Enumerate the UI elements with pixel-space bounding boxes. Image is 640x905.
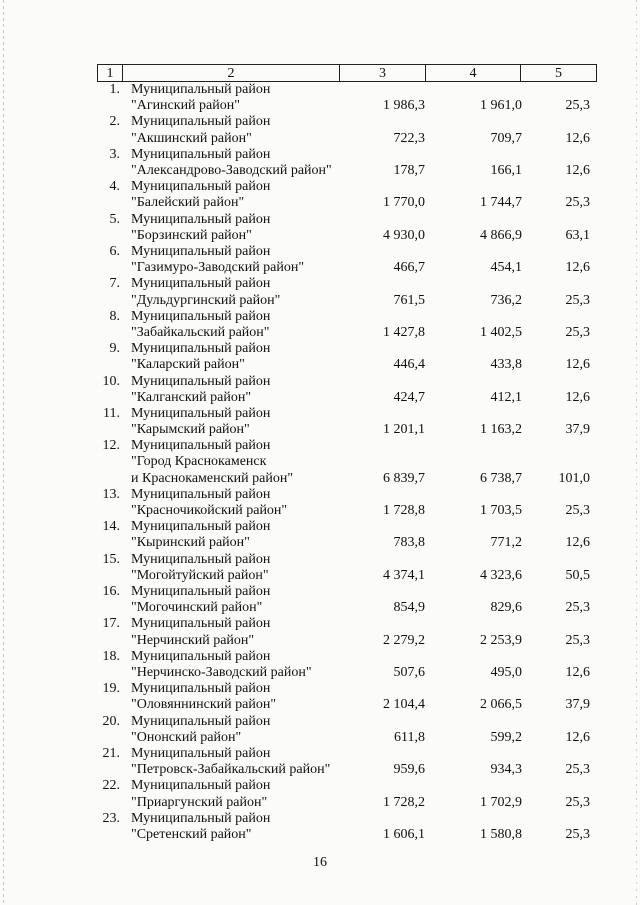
table-row: [97, 487, 596, 519]
column-header-2: 2: [123, 65, 340, 82]
district-name-line: "Карымский район": [131, 422, 250, 438]
row-number: 19.: [102, 681, 120, 697]
value-col-3: 178,7: [393, 162, 425, 178]
district-name: [131, 276, 346, 308]
district-name-line: и Краснокаменский район": [131, 470, 294, 486]
table-row: [97, 649, 596, 681]
value-col-3: 4 930,0: [383, 227, 425, 243]
district-name-line: "Могочинский район": [131, 600, 263, 616]
value-col-5: 25,3: [565, 324, 590, 340]
value-col-5: 25,3: [565, 195, 590, 211]
district-name: [131, 616, 346, 648]
table-row: [97, 244, 596, 276]
row-number: 15.: [102, 551, 120, 567]
value-col-4: 1 961,0: [480, 98, 522, 114]
value-col-3: 466,7: [393, 260, 425, 276]
district-name-line: Муниципальный район: [131, 179, 271, 195]
table-row: [97, 114, 596, 146]
value-col-5: 25,3: [565, 98, 590, 114]
row-number: 3.: [109, 146, 120, 162]
district-name: [131, 552, 346, 584]
table-row: [97, 746, 596, 778]
row-number: 13.: [102, 486, 120, 502]
district-name: [131, 212, 346, 244]
district-name-line: Муниципальный район: [131, 778, 271, 794]
value-col-3: 424,7: [393, 389, 425, 405]
value-col-5: 12,6: [565, 389, 590, 405]
value-col-4: 709,7: [490, 130, 522, 146]
district-name-line: "Забайкальский район": [131, 324, 270, 340]
district-name: [131, 519, 346, 551]
district-name-line: Муниципальный район: [131, 746, 271, 762]
district-name-line: "Борзинский район": [131, 227, 252, 243]
value-col-3: 1 606,1: [383, 826, 425, 842]
value-col-4: 412,1: [490, 389, 522, 405]
value-col-5: 50,5: [565, 567, 590, 583]
district-name: [131, 778, 346, 810]
district-name: [131, 406, 346, 438]
value-col-3: 1 728,8: [383, 503, 425, 519]
value-col-3: 2 104,4: [383, 697, 425, 713]
value-col-4: 1 580,8: [480, 826, 522, 842]
row-number: 23.: [102, 810, 120, 826]
district-name-line: "Дульдургинский район": [131, 292, 281, 308]
district-name-line: Муниципальный район: [131, 405, 271, 421]
table-row: [97, 714, 596, 746]
district-name-line: Муниципальный район: [131, 681, 271, 697]
value-col-5: 101,0: [558, 470, 590, 486]
district-name-line: Муниципальный район: [131, 114, 271, 130]
value-col-5: 25,3: [565, 600, 590, 616]
value-col-5: 25,3: [565, 503, 590, 519]
value-col-3: 854,9: [393, 600, 425, 616]
row-number: 14.: [102, 519, 120, 535]
district-name-line: "Акшинский район": [131, 130, 252, 146]
district-name-line: Муниципальный район: [131, 82, 271, 97]
district-name-line: Муниципальный район: [131, 551, 271, 567]
value-col-3: 2 279,2: [383, 632, 425, 648]
district-name-line: Муниципальный район: [131, 308, 271, 324]
page-edge-right: [636, 0, 637, 905]
district-name: [131, 714, 346, 746]
value-col-4: 934,3: [490, 762, 522, 778]
district-name-line: "Ононский район": [131, 729, 242, 745]
district-name: [131, 147, 346, 179]
row-number: 18.: [102, 648, 120, 664]
district-name-line: Муниципальный район: [131, 341, 271, 357]
table-row: [97, 778, 596, 810]
value-col-4: 6 738,7: [480, 470, 522, 486]
value-col-4: 4 323,6: [480, 567, 522, 583]
value-col-5: 25,3: [565, 292, 590, 308]
district-name: [131, 374, 346, 406]
value-col-4: 454,1: [490, 260, 522, 276]
value-col-5: 12,6: [565, 260, 590, 276]
value-col-5: 37,9: [565, 697, 590, 713]
value-col-4: 2 066,5: [480, 697, 522, 713]
row-number: 11.: [103, 405, 120, 421]
table-row: [97, 519, 596, 551]
district-name-line: Муниципальный район: [131, 584, 271, 600]
district-name-line: "Калганский район": [131, 389, 252, 405]
value-col-3: 959,6: [393, 762, 425, 778]
column-header-table: [97, 64, 597, 82]
value-col-3: 1 770,0: [383, 195, 425, 211]
district-name-line: "Петровск-Забайкальский район": [131, 762, 331, 778]
row-number: 4.: [109, 179, 120, 195]
row-number: 20.: [102, 713, 120, 729]
district-name-line: Муниципальный район: [131, 810, 271, 826]
value-col-4: 1 703,5: [480, 503, 522, 519]
district-name-line: Муниципальный район: [131, 211, 271, 227]
table-row: [97, 681, 596, 713]
value-col-5: 25,3: [565, 632, 590, 648]
district-name: [131, 438, 346, 487]
value-col-5: 12,6: [565, 535, 590, 551]
row-number: 2.: [109, 114, 120, 130]
row-number: 22.: [102, 778, 120, 794]
row-number: 17.: [102, 616, 120, 632]
value-col-4: 736,2: [490, 292, 522, 308]
district-name-line: "Нерчинский район": [131, 632, 255, 648]
district-name-line: "Оловяннинский район": [131, 697, 277, 713]
table-row: [97, 811, 596, 843]
table-row: [97, 584, 596, 616]
value-col-3: 761,5: [393, 292, 425, 308]
value-col-3: 1 986,3: [383, 98, 425, 114]
value-col-3: 446,4: [393, 357, 425, 373]
district-name-line: Муниципальный район: [131, 438, 271, 454]
district-name-line: "Красночикойский район": [131, 503, 288, 519]
value-col-4: 1 744,7: [480, 195, 522, 211]
value-col-5: 25,3: [565, 762, 590, 778]
value-col-4: 1 163,2: [480, 422, 522, 438]
value-col-4: 4 866,9: [480, 227, 522, 243]
table-row: [97, 309, 596, 341]
column-header-1: 1: [98, 65, 123, 82]
value-col-4: 1 702,9: [480, 794, 522, 810]
value-col-5: 12,6: [565, 357, 590, 373]
district-name-line: Муниципальный район: [131, 616, 271, 632]
table-row: [97, 82, 596, 114]
table-row: [97, 552, 596, 584]
value-col-4: 495,0: [490, 665, 522, 681]
value-col-4: 166,1: [490, 162, 522, 178]
value-col-5: 25,3: [565, 826, 590, 842]
value-col-4: 1 402,5: [480, 324, 522, 340]
value-col-5: 12,6: [565, 162, 590, 178]
value-col-5: 25,3: [565, 794, 590, 810]
row-number: 16.: [102, 584, 120, 600]
table-row: [97, 147, 596, 179]
value-col-3: 722,3: [393, 130, 425, 146]
value-col-3: 507,6: [393, 665, 425, 681]
column-header-row: [98, 65, 597, 82]
district-name-line: Муниципальный район: [131, 276, 271, 292]
row-number: 21.: [102, 746, 120, 762]
table-row: [97, 374, 596, 406]
value-col-3: 783,8: [393, 535, 425, 551]
table-row: [97, 341, 596, 373]
district-name-line: Муниципальный район: [131, 146, 271, 162]
district-name-line: "Кыринский район": [131, 535, 250, 551]
value-col-3: 1 728,2: [383, 794, 425, 810]
district-name-line: Муниципальный район: [131, 713, 271, 729]
district-name-line: Муниципальный район: [131, 519, 271, 535]
table-row: [97, 276, 596, 308]
district-name: [131, 811, 346, 843]
district-name-line: "Приаргунский район": [131, 794, 268, 810]
district-name-line: "Каларский район": [131, 357, 245, 373]
value-col-4: 2 253,9: [480, 632, 522, 648]
row-number: 6.: [109, 243, 120, 259]
district-name: [131, 114, 346, 146]
value-col-5: 12,6: [565, 665, 590, 681]
value-col-3: 4 374,1: [383, 567, 425, 583]
column-header-4: 4: [426, 65, 521, 82]
row-number: 8.: [109, 308, 120, 324]
district-name: [131, 82, 346, 114]
value-col-3: 611,8: [394, 729, 425, 745]
district-name: [131, 584, 346, 616]
value-col-4: 433,8: [490, 357, 522, 373]
row-number: 10.: [102, 373, 120, 389]
value-col-3: 6 839,7: [383, 470, 425, 486]
row-number: 5.: [109, 211, 120, 227]
value-col-5: 12,6: [565, 729, 590, 745]
row-number: 1.: [109, 82, 120, 97]
district-name: [131, 244, 346, 276]
value-col-3: 1 201,1: [383, 422, 425, 438]
district-name-line: "Нерчинско-Заводский район": [131, 665, 312, 681]
district-name: [131, 341, 346, 373]
district-name: [131, 309, 346, 341]
table-row: [97, 616, 596, 648]
district-name-line: Муниципальный район: [131, 648, 271, 664]
value-col-5: 63,1: [565, 227, 590, 243]
district-name: [131, 681, 346, 713]
district-name-line: Муниципальный район: [131, 486, 271, 502]
district-name: [131, 487, 346, 519]
value-col-4: 829,6: [490, 600, 522, 616]
table-row: [97, 438, 596, 487]
district-name-line: Муниципальный район: [131, 243, 271, 259]
district-name-line: "Город Краснокаменск: [131, 454, 267, 470]
row-number: 7.: [109, 276, 120, 292]
district-name-line: "Александрово-Заводский район": [131, 162, 332, 178]
table-row: [97, 179, 596, 211]
district-name-line: "Балейский район": [131, 195, 245, 211]
value-col-3: 1 427,8: [383, 324, 425, 340]
value-col-4: 599,2: [490, 729, 522, 745]
district-name-line: Муниципальный район: [131, 373, 271, 389]
table-row: [97, 406, 596, 438]
row-number: 9.: [109, 341, 120, 357]
district-name: [131, 179, 346, 211]
row-number: 12.: [102, 438, 120, 454]
district-name-line: "Могойтуйский район": [131, 567, 269, 583]
value-col-5: 12,6: [565, 130, 590, 146]
column-header-5: 5: [521, 65, 597, 82]
district-name-line: "Сретенский район": [131, 826, 252, 842]
page-edge-left: [3, 0, 4, 905]
column-header-3: 3: [340, 65, 426, 82]
district-name-line: "Газимуро-Заводский район": [131, 260, 305, 276]
district-name: [131, 746, 346, 778]
table-body: [97, 82, 596, 843]
value-col-4: 771,2: [490, 535, 522, 551]
district-name-line: "Агинский район": [131, 98, 240, 114]
table-row: [97, 212, 596, 244]
value-col-5: 37,9: [565, 422, 590, 438]
page-number: 16: [313, 855, 327, 870]
district-name: [131, 649, 346, 681]
